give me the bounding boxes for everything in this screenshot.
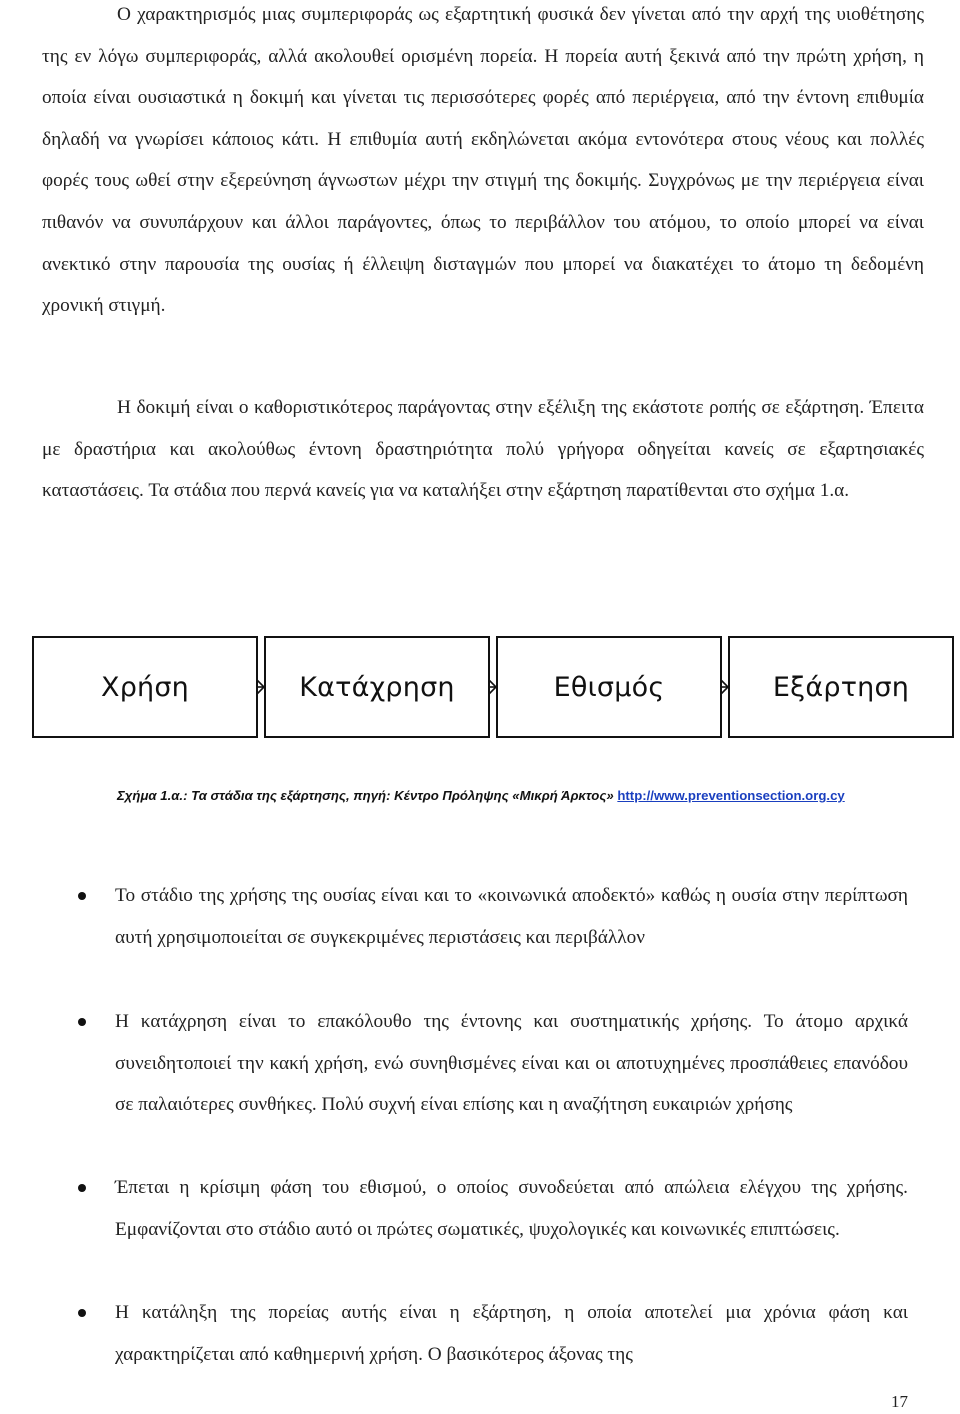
paragraph-intro-text: Ο χαρακτηρισμός μιας συμπεριφοράς ως εξαρτητική φυσικά δεν γίνεται από την αρχή της υιοθέτησης της εν λόγω συμπεριφοράς, αλλά ακολουθεί ορισμένη πορεία. Η πορεία αυτή ξεκινά από την πρώτη χρήση, η οποία είναι ουσιαστικά η δοκιμή και γίνεται τις περισσότερες φορές από περιέργεια, από την έντονη επιθυμία δηλαδή να γνωρίσει κάποιος κάτι. Η επιθυμία αυτή εκδηλώνεται ακόμα εντονότερα στους νέους και πολλές φορές τους ωθεί στην εξερεύνηση άγνωστων μέχρι την στιγμή της δοκιμής. Συγχρόνως με την περιέργεια είναι πιθανόν να συνυπάρχουν και άλλοι παράγοντες, όπως το περιβάλλον του ατόμου, το οποίο μπορεί να είναι ανεκτικό στην παρουσία της ουσίας ή έλλειψη δισταγμών που μπορεί να διακατέχει το άτομο τη δεδομένη χρονική στιγμή. — [42, 4, 924, 317]
list-item — [115, 1001, 908, 1126]
stage-box-habituation: Εθισμός — [496, 636, 722, 738]
list-item — [115, 1292, 908, 1375]
page-number: 17 — [891, 1392, 908, 1411]
stage-box-abuse: Κατάχρηση — [264, 636, 490, 738]
list-item — [115, 1167, 908, 1250]
list-item-text: Έπεται η κρίσιμη φάση του εθισμού, ο οποίος συνοδεύεται από απώλεια ελέγχου της χρήσης. Εμφανίζονται στο στάδιο αυτό οι πρώτες σωματικές, ψυχολογικές και κοινωνικές επιπτώσεις. — [115, 1177, 908, 1240]
list-item-text: Η κατάληξη της πορείας αυτής είναι η εξάρτηση, η οποία αποτελεί μια χρόνια φάση και χαρακτηρίζεται από καθημερινή χρήση. Ο βασικότερος άξονας της — [115, 1302, 908, 1365]
bullet-icon — [78, 1018, 86, 1026]
list-item-text: Η κατάχρηση είναι το επακόλουθο της έντονης και συστηματικής χρήσης. Το άτομο αρχικά συνειδητοποιεί την κακή χρήση, ενώ συνηθισμένες είναι και οι αποτυχημένες προσπάθειες επανόδου σε παλαιότερες συνθήκες. Πολύ συχνή είναι επίσης και η αναζήτηση ευκαιριών χρήσης — [115, 1011, 908, 1116]
stage-box-use: Χρήση — [32, 636, 258, 738]
paragraph-trial — [42, 387, 924, 512]
paragraph-trial-text: Η δοκιμή είναι ο καθοριστικότερος παράγοντας στην εξέλιξη της εκάστοτε ροπής σε εξάρτηση. Έπειτα με δραστήρια και ακολούθως έντονη δραστηριότητα πολύ γρήγορα οδηγείται κανείς σε εξαρτησιακές καταστάσεις. Τα στάδια που περνά κανείς για να καταλήξει στην εξάρτηση παρατίθενται στο σχήμα 1.α. — [42, 397, 924, 502]
list-item — [115, 875, 908, 958]
source-link[interactable]: http://www.preventionsection.org.cy — [617, 788, 845, 803]
stages-diagram — [0, 630, 960, 745]
figure-caption-text: Σχήμα 1.α.: Τα στάδια της εξάρτησης, πηγή: Κέντρο Πρόληψης «Μικρή Άρκτος» — [117, 788, 618, 803]
stage-box-addiction: Εξάρτηση — [728, 636, 954, 738]
bullet-icon — [78, 1309, 86, 1317]
paragraph-intro — [42, 0, 924, 327]
bullet-icon — [78, 1184, 86, 1192]
list-item-text: Το στάδιο της χρήσης της ουσίας είναι και το «κοινωνικά αποδεκτό» καθώς η ουσία στην περίπτωση αυτή χρησιμοποιείται σε συγκεκριμένες περιστάσεις και περιβάλλον — [115, 885, 908, 948]
bullet-icon — [78, 892, 86, 900]
figure-caption — [117, 788, 937, 803]
